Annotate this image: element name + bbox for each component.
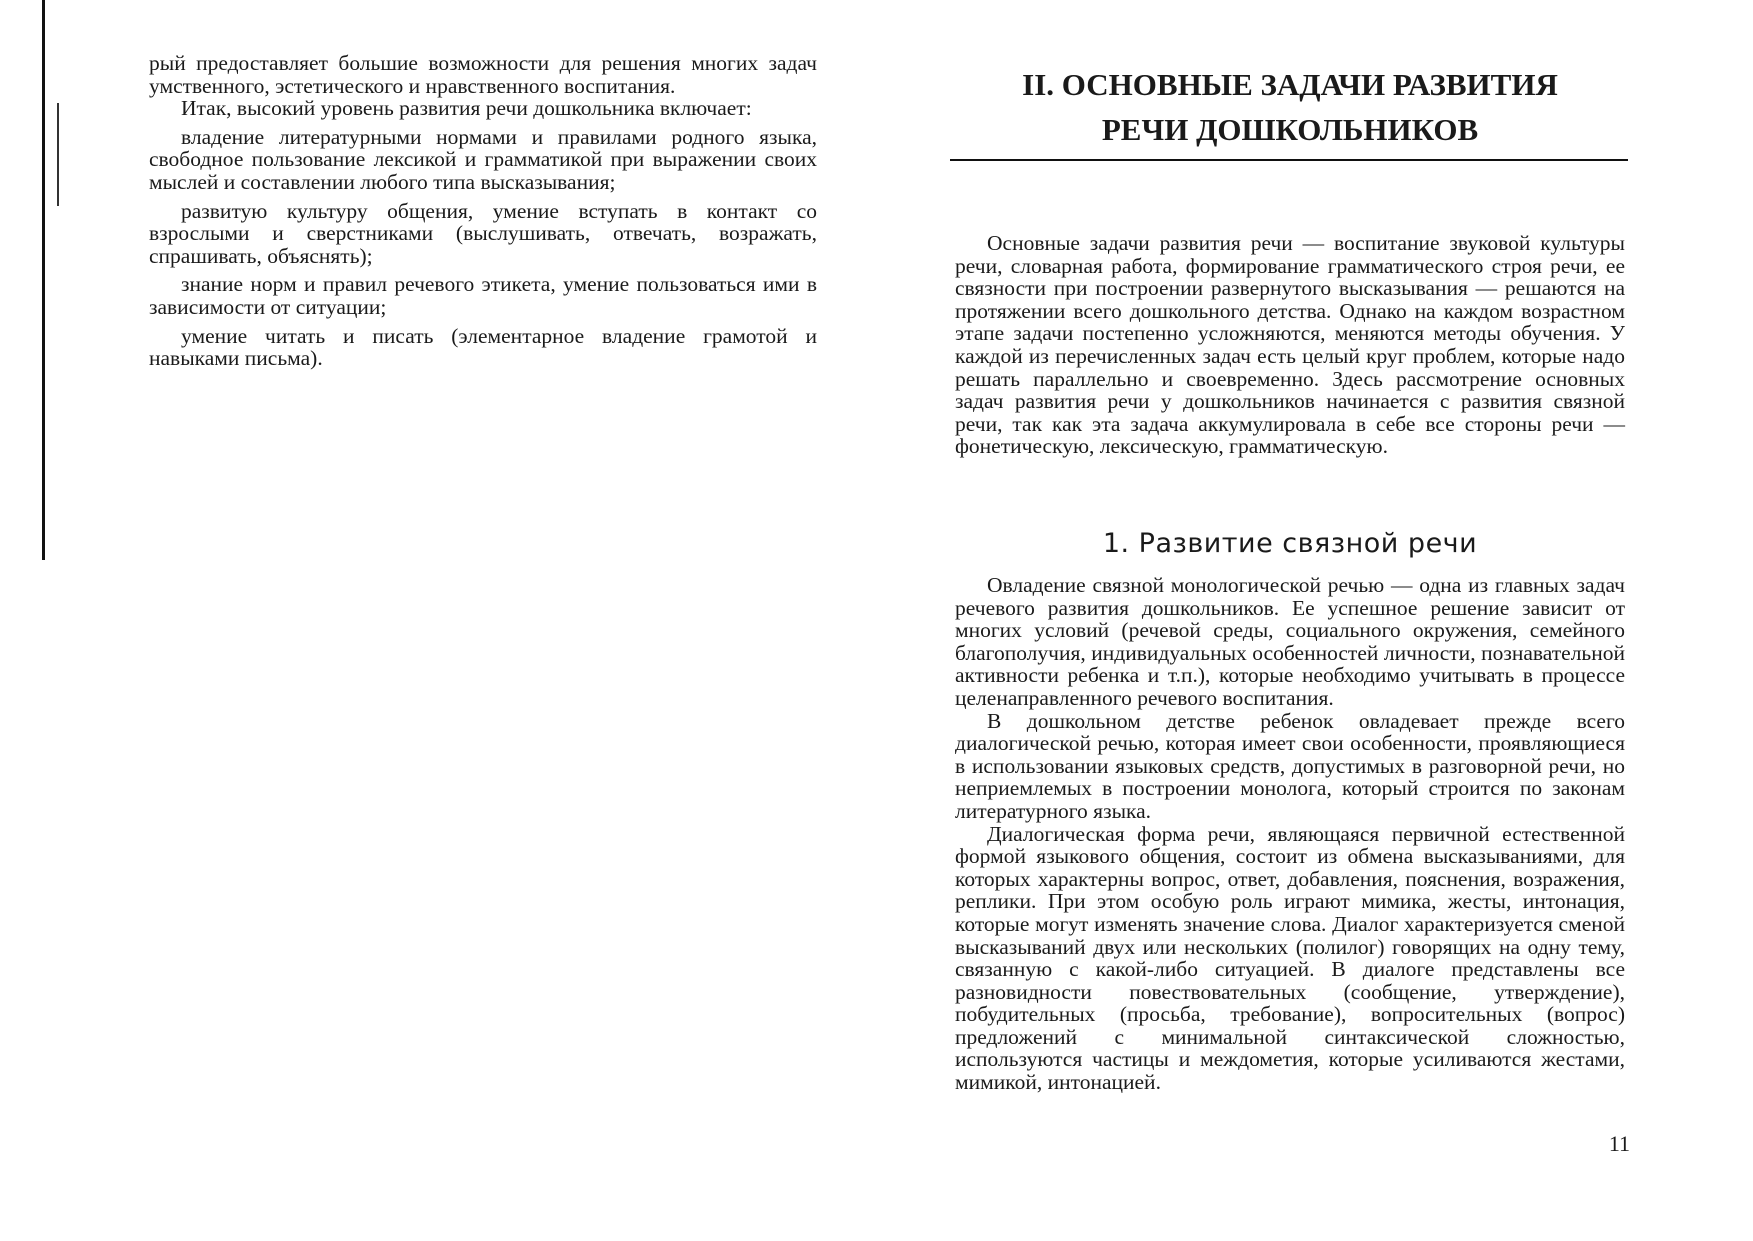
- binding-rule: [42, 0, 45, 560]
- list-item: развитую культуру общения, умение вступать в контакт со взрослыми и сверстниками (выслушивать, отвечать, возражать, спрашивать, объяснять);: [149, 198, 817, 268]
- margin-mark: [57, 103, 59, 206]
- intro-text: [955, 232, 1625, 458]
- paragraph: рый предоставляет большие возможности для решения многих задач умственного, эстетического и нравственного воспитания.: [149, 51, 817, 98]
- chapter-title-line: II. ОСНОВНЫЕ ЗАДАЧИ РАЗВИТИЯ: [1022, 67, 1558, 102]
- left-page-text: [149, 52, 817, 370]
- section-title: 1. Развитие связной речи: [1102, 528, 1478, 559]
- page-number: 11: [1608, 1131, 1630, 1156]
- paragraph: Овладение связной монологической речью — одна из главных задач речевого развития дошкольников. Ее успешное решение зависит от многих условий (речевой среды, социального окружения, семейного благополучия, индивидуальных особенностей личности, познавательной активности ребенка и т.п.), которые необходимо учитывать в процессе целенаправленного речевого воспитания.: [955, 573, 1625, 710]
- list-item: знание норм и правил речевого этикета, умение пользоваться ими в зависимости от ситуации;: [149, 272, 817, 319]
- paragraph: В дошкольном детстве ребенок овладевает прежде всего диалогической речью, которая имеет свои особенности, проявляющиеся в использовании языковых средств, допустимых в разговорной речи, но неприемлемых в построении монолога, который строится по законам литературного языка.: [955, 708, 1625, 823]
- chapter-title-line: РЕЧИ ДОШКОЛЬНИКОВ: [1101, 112, 1479, 147]
- title-underline: [950, 159, 1628, 161]
- paragraph: Диалогическая форма речи, являющаяся первичной естественной формой языкового общения, состоит из обмена высказываниями, для которых характерны вопрос, ответ, добавления, пояснения, возражения, реплики. При этом особую роль играют мимика, жесты, интонация, которые могут изменять значение слова. Диалог характеризуется сменой высказываний двух или нескольких (полилог) говорящих на одну тему, связанную с какой-либо ситуацией. В диалоге представлены все разновидности повествовательных (сообщение, утверждение), побудительных (просьба, требование), вопросительных (вопрос) предложений с минимальной синтаксической сложностью, используются частицы и междометия, которые усиливаются жестами, мимикой, интонацией.: [955, 821, 1625, 1095]
- chapter-title: [950, 62, 1630, 152]
- list-item: владение литературными нормами и правилами родного языка, свободное пользование лексикой и грамматикой при выражении своих мыслей и составлении любого типа высказывания;: [149, 124, 817, 194]
- paragraph: Основные задачи развития речи — воспитание звуковой культуры речи, словарная работа, формирование грамматического строя речи, ее связности при построении развернутого высказывания — решаются на протяжении всего дошкольного детства. Однако на каждом возрастном этапе задачи постепенно усложняются, меняются методы обучения. У каждой из перечисленных задач есть целый круг проблем, которые надо решать параллельно и своевременно. Здесь рассмотрение основных задач развития речи у дошкольников начинается с развития связной речи, так как эта задача аккумулировала в себе все стороны речи — фонетическую, лексическую, грамматическую.: [955, 231, 1625, 459]
- list-item: умение читать и писать (элементарное владение грамотой и навыками письма).: [149, 323, 817, 371]
- paragraph: Итак, высокий уровень развития речи дошкольника включает:: [181, 96, 752, 121]
- section-body: [955, 574, 1625, 1094]
